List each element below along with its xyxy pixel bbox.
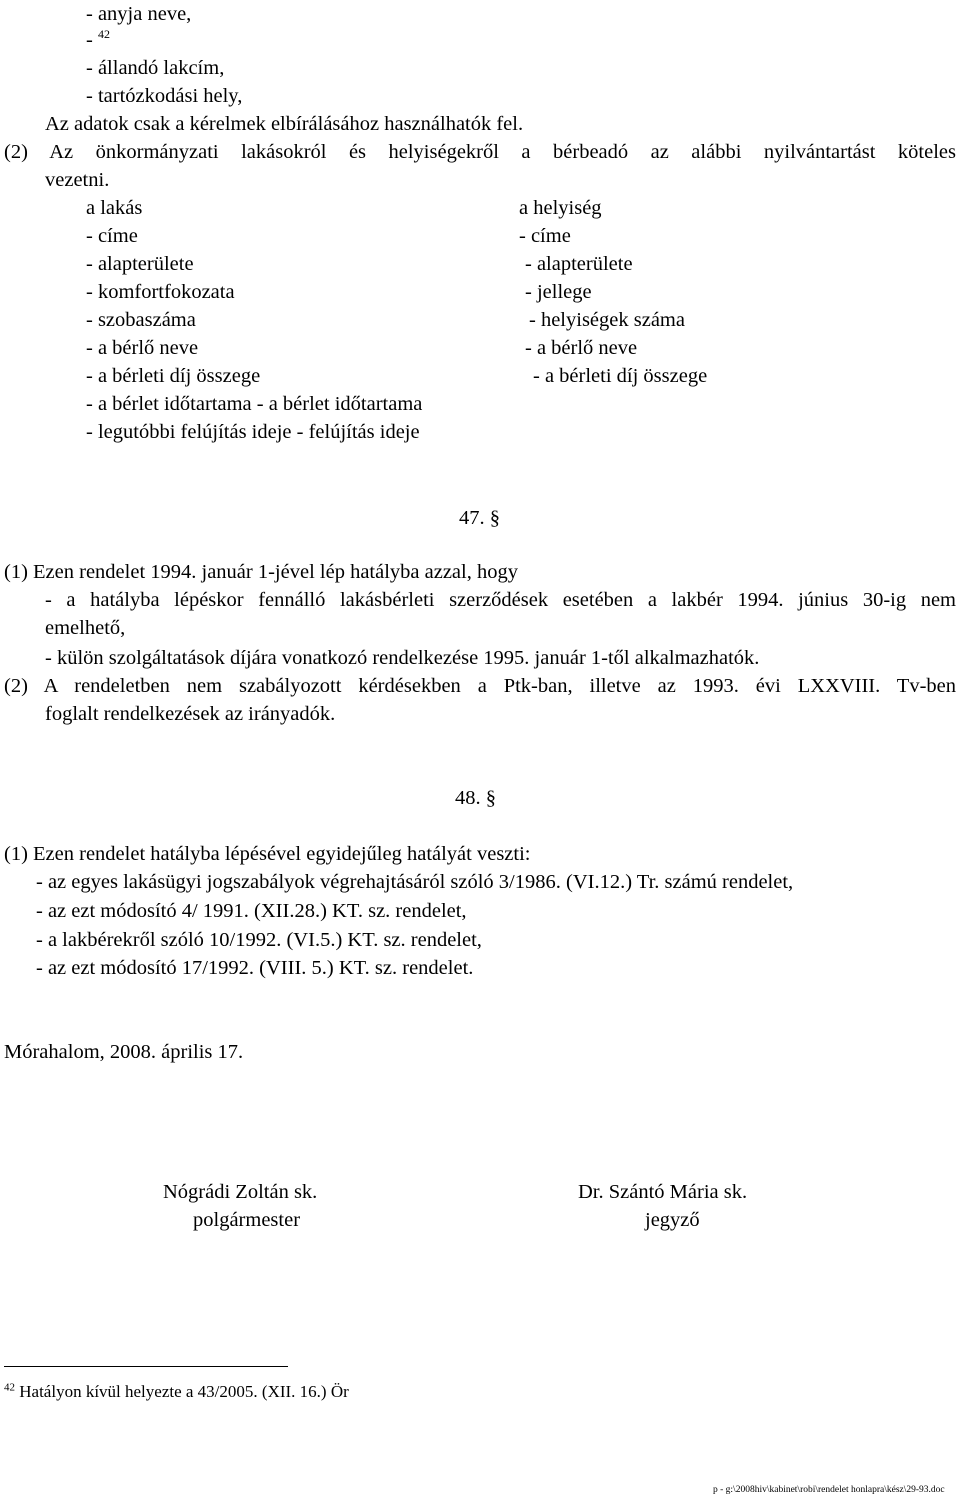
notary-title: jegyző bbox=[645, 1209, 700, 1231]
paragraph-2-line2: vezetni. bbox=[45, 169, 110, 191]
paragraph-adatok: Az adatok csak a kérelmek elbírálásához használhatók fel. bbox=[45, 113, 524, 135]
section-number: 48. bbox=[455, 787, 481, 809]
footnote bbox=[4, 1380, 349, 1404]
mayor-name: Nógrádi Zoltán sk. bbox=[163, 1181, 318, 1203]
lakas-item: - alapterülete bbox=[86, 253, 194, 275]
dash: - bbox=[86, 29, 93, 51]
section-48-heading bbox=[455, 786, 496, 810]
section-sign-icon: § bbox=[485, 787, 496, 809]
footnote-marker[interactable]: 42 bbox=[97, 27, 110, 42]
list-item-anyja: - anyja neve, bbox=[86, 3, 192, 25]
lakas-item: - a bérleti díj összege bbox=[86, 365, 261, 387]
footnote-text: Hatályon kívül helyezte a 43/2005. (XII. 16.) Ör bbox=[19, 1382, 349, 1401]
section-48-item: - az ezt módosító 4/ 1991. (XII.28.) KT. sz. rendelet, bbox=[36, 900, 467, 922]
lakas-heading: a lakás bbox=[86, 197, 143, 219]
helyiseg-item: - jellege bbox=[525, 281, 592, 303]
file-path: p - g:\2008hiv\kabinet\robi\rendelet honlapra\kész\29-93.doc bbox=[713, 1485, 945, 1495]
notary-name: Dr. Szántó Mária sk. bbox=[578, 1181, 748, 1203]
paragraph-2-line1: (2) Az önkormányzati lakásokról és helyiségekről a bérbeadó az alábbi nyilvántartást köteles bbox=[4, 141, 956, 163]
helyiseg-item: - címe bbox=[519, 225, 571, 247]
section-47-item1-line1: - a hatályba lépéskor fennálló lakásbérleti szerződések esetében a lakbér 1994. június 30-ig nem bbox=[45, 589, 956, 611]
helyiseg-heading: a helyiség bbox=[519, 197, 602, 219]
lakas-item: - címe bbox=[86, 225, 138, 247]
combined-felujitas: - legutóbbi felújítás ideje - felújítás ideje bbox=[86, 421, 420, 443]
place-date: Mórahalom, 2008. április 17. bbox=[4, 1041, 244, 1063]
lakas-item: - a bérlő neve bbox=[86, 337, 199, 359]
section-47-heading bbox=[459, 506, 500, 530]
section-48-p1: (1) Ezen rendelet hatályba lépésével egyidejűleg hatályát veszti: bbox=[4, 843, 531, 865]
lakas-item: - szobaszáma bbox=[86, 309, 196, 331]
combined-berlet: - a bérlet időtartama - a bérlet időtartama bbox=[86, 393, 423, 415]
helyiseg-item: - a bérlő neve bbox=[525, 337, 638, 359]
section-47-item1-line2: emelhető, bbox=[45, 617, 126, 639]
helyiseg-item: - alapterülete bbox=[525, 253, 633, 275]
section-48-item: - az ezt módosító 17/1992. (VIII. 5.) KT. sz. rendelet. bbox=[36, 957, 474, 979]
helyiseg-item: - helyiségek száma bbox=[529, 309, 685, 331]
helyiseg-item: - a bérleti díj összege bbox=[533, 365, 708, 387]
section-number: 47. bbox=[459, 507, 485, 529]
lakas-item: - komfortfokozata bbox=[86, 281, 235, 303]
list-item-tartozkodasi: - tartózkodási hely, bbox=[86, 85, 243, 107]
list-item-deleted bbox=[86, 28, 110, 52]
section-47-p1: (1) Ezen rendelet 1994. január 1-jével lép hatályba azzal, hogy bbox=[4, 561, 518, 583]
section-47-item2: - külön szolgáltatások díjára vonatkozó rendelkezése 1995. január 1-től alkalmazhatók. bbox=[45, 647, 760, 669]
section-48-item: - az egyes lakásügyi jogszabályok végrehajtásáról szóló 3/1986. (VI.12.) Tr. számú rendelet, bbox=[36, 871, 794, 893]
section-47-p2-line1: (2) A rendeletben nem szabályozott kérdésekben a Ptk-ban, illetve az 1993. évi LXXVIII. Tv-ben bbox=[4, 675, 956, 697]
section-sign-icon: § bbox=[489, 507, 500, 529]
list-item-allando: - állandó lakcím, bbox=[86, 57, 225, 79]
footnote-number: 42 bbox=[4, 1381, 15, 1394]
mayor-title: polgármester bbox=[193, 1209, 301, 1231]
footnote-separator bbox=[4, 1366, 288, 1367]
section-47-p2-line2: foglalt rendelkezések az irányadók. bbox=[45, 703, 336, 725]
section-48-item: - a lakbérekről szóló 10/1992. (VI.5.) KT. sz. rendelet, bbox=[36, 929, 482, 951]
